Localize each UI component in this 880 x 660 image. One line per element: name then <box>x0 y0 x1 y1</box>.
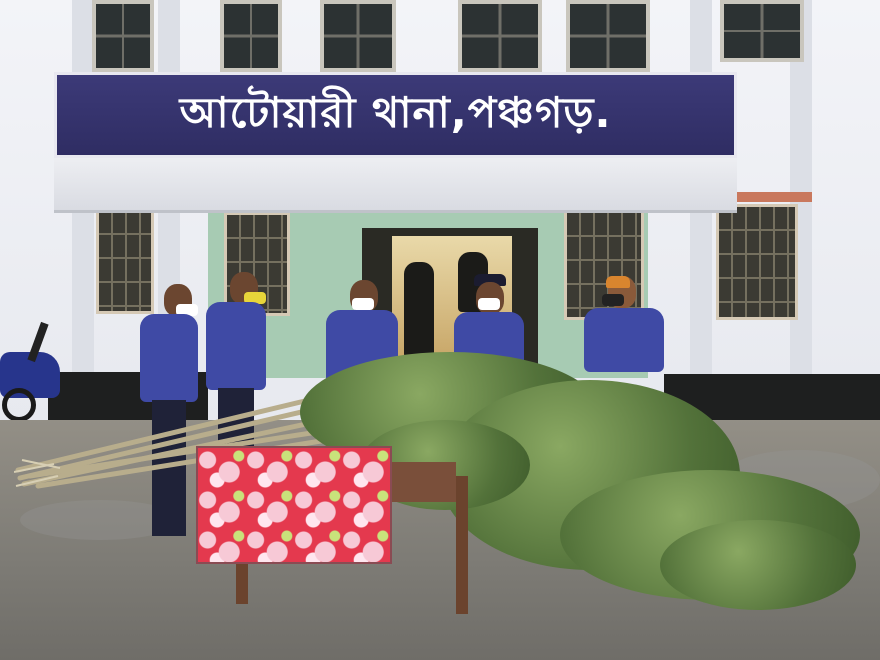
upper-window <box>458 0 542 72</box>
upper-window <box>566 0 650 72</box>
upper-window <box>92 0 154 72</box>
floral-tablecloth <box>196 446 392 564</box>
police-officer <box>584 276 666 376</box>
upper-window <box>220 0 282 72</box>
sign-text: আটোয়ারী থানা,পঞ্চগড়. <box>179 87 612 137</box>
police-officer <box>454 274 524 364</box>
upper-window <box>320 0 396 72</box>
lower-window <box>716 204 798 320</box>
table-side <box>386 462 456 502</box>
upper-window <box>720 0 804 62</box>
foliage <box>660 520 856 610</box>
person-in-doorway <box>404 262 434 358</box>
table-leg <box>456 476 468 614</box>
station-signboard <box>54 72 737 158</box>
